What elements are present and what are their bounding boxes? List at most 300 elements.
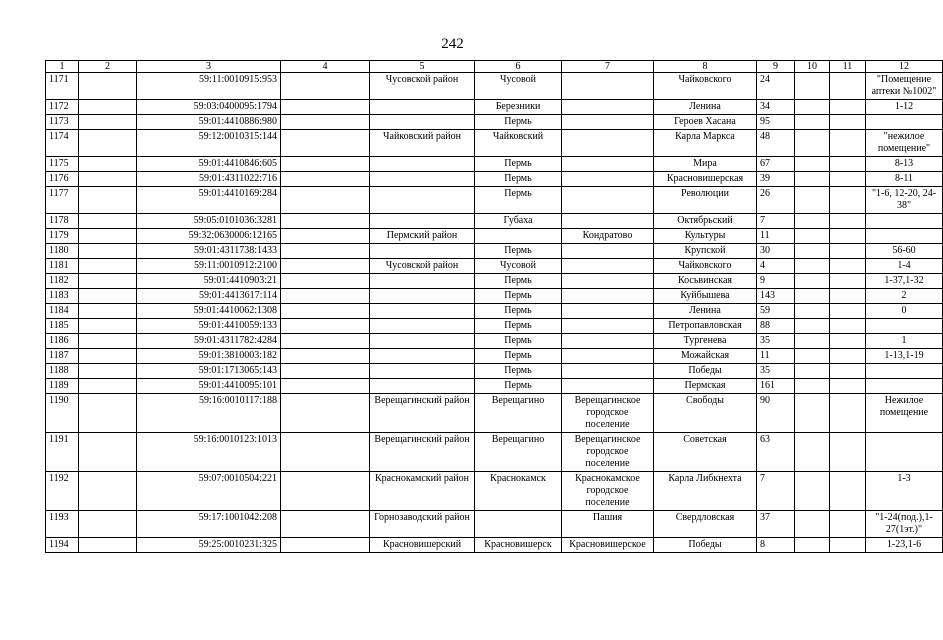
table-cell-col-1: 1173	[46, 115, 79, 130]
table-cell-col-11	[830, 274, 866, 289]
column-header-2: 2	[79, 61, 137, 73]
table-cell-col-4	[281, 511, 370, 538]
table-cell-col-12: 56-60	[866, 244, 943, 259]
table-cell-col-6: Пермь	[475, 334, 562, 349]
table-cell-col-10	[795, 115, 830, 130]
table-cell-col-8: Культуры	[654, 229, 757, 244]
table-cell-col-12: "1-6, 12-20, 24-38"	[866, 187, 943, 214]
table-cell-col-10	[795, 214, 830, 229]
column-header-11: 11	[830, 61, 866, 73]
table-cell-col-4	[281, 259, 370, 274]
table-cell-col-12: 1-4	[866, 259, 943, 274]
table-cell-col-12: 1-12	[866, 100, 943, 115]
table-cell-col-6: Верещагино	[475, 394, 562, 433]
table-cell-col-12: 2	[866, 289, 943, 304]
table-row	[46, 304, 943, 319]
table-cell-col-1: 1175	[46, 157, 79, 172]
table-cell-col-5	[370, 100, 475, 115]
table-cell-col-2	[79, 472, 137, 511]
table-cell-col-6: Красновишерск	[475, 538, 562, 553]
table-cell-col-3: 59:01:3810003:182	[137, 349, 281, 364]
table-cell-col-6: Пермь	[475, 115, 562, 130]
table-cell-col-7	[562, 172, 654, 187]
table-row	[46, 157, 943, 172]
header-row	[46, 61, 943, 73]
column-header-1: 1	[46, 61, 79, 73]
table-cell-col-10	[795, 100, 830, 115]
table-cell-col-7: Кондратово	[562, 229, 654, 244]
table-cell-col-3: 59:01:1713065:143	[137, 364, 281, 379]
table-cell-col-12	[866, 229, 943, 244]
table-cell-col-6: Пермь	[475, 304, 562, 319]
column-header-12: 12	[866, 61, 943, 73]
table-cell-col-4	[281, 394, 370, 433]
table-cell-col-8: Красновишерская	[654, 172, 757, 187]
table-cell-col-11	[830, 394, 866, 433]
table-cell-col-9: 95	[757, 115, 795, 130]
table-cell-col-3: 59:01:4311022:716	[137, 172, 281, 187]
table-cell-col-12	[866, 319, 943, 334]
table-cell-col-7	[562, 244, 654, 259]
table-cell-col-1: 1184	[46, 304, 79, 319]
table-cell-col-2	[79, 349, 137, 364]
table-cell-col-9: 4	[757, 259, 795, 274]
table-cell-col-7	[562, 100, 654, 115]
table-cell-col-5: Пермский район	[370, 229, 475, 244]
table-cell-col-4	[281, 172, 370, 187]
table-cell-col-8: Пермская	[654, 379, 757, 394]
table-cell-col-6: Пермь	[475, 379, 562, 394]
table-cell-col-9: 35	[757, 334, 795, 349]
table-row	[46, 244, 943, 259]
table-cell-col-2	[79, 259, 137, 274]
table-cell-col-7	[562, 115, 654, 130]
table-cell-col-6	[475, 229, 562, 244]
table-cell-col-10	[795, 349, 830, 364]
table-cell-col-11	[830, 472, 866, 511]
table-cell-col-10	[795, 304, 830, 319]
table-row	[46, 511, 943, 538]
table-cell-col-8: Чайковского	[654, 73, 757, 100]
table-cell-col-11	[830, 511, 866, 538]
table-cell-col-5: Чусовской район	[370, 259, 475, 274]
table-cell-col-1: 1189	[46, 379, 79, 394]
table-cell-col-4	[281, 157, 370, 172]
table-cell-col-3: 59:01:4311738:1433	[137, 244, 281, 259]
table-cell-col-11	[830, 157, 866, 172]
table-cell-col-3: 59:01:4410059:133	[137, 319, 281, 334]
table-cell-col-2	[79, 274, 137, 289]
table-cell-col-11	[830, 100, 866, 115]
table-row	[46, 334, 943, 349]
table-cell-col-7: Краснокамское городское поселение	[562, 472, 654, 511]
table-cell-col-7	[562, 259, 654, 274]
table-cell-col-7: Верещагинское городское поселение	[562, 433, 654, 472]
table-cell-col-6: Пермь	[475, 157, 562, 172]
table-cell-col-2	[79, 115, 137, 130]
table-cell-col-4	[281, 379, 370, 394]
table-cell-col-2	[79, 319, 137, 334]
table-cell-col-7	[562, 304, 654, 319]
table-cell-col-9: 9	[757, 274, 795, 289]
table-cell-col-3: 59:01:4410062:1308	[137, 304, 281, 319]
table-cell-col-3: 59:01:4410846:605	[137, 157, 281, 172]
table-cell-col-7	[562, 214, 654, 229]
table-cell-col-10	[795, 364, 830, 379]
table-cell-col-3: 59:11:0010915:953	[137, 73, 281, 100]
table-cell-col-12	[866, 115, 943, 130]
table-cell-col-11	[830, 433, 866, 472]
table-cell-col-11	[830, 289, 866, 304]
table-cell-col-8: Петропавловская	[654, 319, 757, 334]
table-cell-col-12: 1	[866, 334, 943, 349]
table-row	[46, 115, 943, 130]
table-cell-col-1: 1188	[46, 364, 79, 379]
table-cell-col-5	[370, 379, 475, 394]
table-cell-col-9: 59	[757, 304, 795, 319]
table-row	[46, 433, 943, 472]
table-cell-col-2	[79, 379, 137, 394]
table-cell-col-9: 39	[757, 172, 795, 187]
table-cell-col-4	[281, 289, 370, 304]
table-cell-col-7: Красновишерское	[562, 538, 654, 553]
column-header-3: 3	[137, 61, 281, 73]
table-cell-col-9: 63	[757, 433, 795, 472]
table-cell-col-5	[370, 349, 475, 364]
table-cell-col-8: Октябрьский	[654, 214, 757, 229]
table-cell-col-1: 1187	[46, 349, 79, 364]
table-cell-col-7	[562, 319, 654, 334]
table-cell-col-4	[281, 304, 370, 319]
table-cell-col-11	[830, 172, 866, 187]
table-cell-col-4	[281, 472, 370, 511]
table-cell-col-8: Ленина	[654, 304, 757, 319]
table-row	[46, 319, 943, 334]
table-cell-col-2	[79, 304, 137, 319]
table-cell-col-4	[281, 73, 370, 100]
table-cell-col-6: Пермь	[475, 364, 562, 379]
table-cell-col-7	[562, 187, 654, 214]
table-cell-col-6: Пермь	[475, 319, 562, 334]
table-cell-col-3: 59:01:4413617:114	[137, 289, 281, 304]
table-row	[46, 289, 943, 304]
table-cell-col-1: 1172	[46, 100, 79, 115]
table-cell-col-10	[795, 274, 830, 289]
table-cell-col-7	[562, 379, 654, 394]
table-cell-col-6: Пермь	[475, 187, 562, 214]
table-cell-col-9: 90	[757, 394, 795, 433]
table-row	[46, 379, 943, 394]
table-cell-col-8: Победы	[654, 538, 757, 553]
table-cell-col-6: Пермь	[475, 172, 562, 187]
table-cell-col-3: 59:01:4410886:980	[137, 115, 281, 130]
table-cell-col-5	[370, 274, 475, 289]
table-cell-col-6: Верещагино	[475, 433, 562, 472]
table-cell-col-6: Пермь	[475, 289, 562, 304]
table-cell-col-7	[562, 130, 654, 157]
table-cell-col-2	[79, 130, 137, 157]
table-cell-col-10	[795, 73, 830, 100]
table-cell-col-9: 30	[757, 244, 795, 259]
table-cell-col-12	[866, 364, 943, 379]
table-cell-col-8: Советская	[654, 433, 757, 472]
table-cell-col-1: 1182	[46, 274, 79, 289]
table-cell-col-11	[830, 538, 866, 553]
table-cell-col-11	[830, 229, 866, 244]
table-cell-col-9: 11	[757, 229, 795, 244]
table-cell-col-7: Пашия	[562, 511, 654, 538]
column-header-8: 8	[654, 61, 757, 73]
table-cell-col-9: 26	[757, 187, 795, 214]
table-cell-col-5: Чайковский район	[370, 130, 475, 157]
table-cell-col-4	[281, 229, 370, 244]
table-cell-col-11	[830, 304, 866, 319]
table-cell-col-1: 1194	[46, 538, 79, 553]
column-header-10: 10	[795, 61, 830, 73]
table-cell-col-8: Победы	[654, 364, 757, 379]
table-cell-col-4	[281, 130, 370, 157]
table-cell-col-3: 59:12:0010315:144	[137, 130, 281, 157]
table-cell-col-8: Куйбышева	[654, 289, 757, 304]
table-row	[46, 100, 943, 115]
table-cell-col-9: 34	[757, 100, 795, 115]
table-cell-col-4	[281, 538, 370, 553]
table-cell-col-10	[795, 229, 830, 244]
table-cell-col-7	[562, 349, 654, 364]
table-row	[46, 472, 943, 511]
table-cell-col-10	[795, 334, 830, 349]
table-cell-col-10	[795, 244, 830, 259]
table-cell-col-6: Чайковский	[475, 130, 562, 157]
table-row	[46, 187, 943, 214]
table-row	[46, 274, 943, 289]
table-cell-col-1: 1191	[46, 433, 79, 472]
table-cell-col-9: 24	[757, 73, 795, 100]
table-cell-col-10	[795, 433, 830, 472]
table-cell-col-12	[866, 379, 943, 394]
table-cell-col-7: Верещагинское городское поселение	[562, 394, 654, 433]
table-cell-col-5	[370, 214, 475, 229]
table-cell-col-7	[562, 334, 654, 349]
table-cell-col-11	[830, 214, 866, 229]
table-cell-col-11	[830, 244, 866, 259]
table-cell-col-2	[79, 433, 137, 472]
table-cell-col-1: 1190	[46, 394, 79, 433]
column-header-9: 9	[757, 61, 795, 73]
table-cell-col-5	[370, 115, 475, 130]
table-cell-col-3: 59:01:4410169:284	[137, 187, 281, 214]
table-cell-col-11	[830, 364, 866, 379]
table-cell-col-11	[830, 319, 866, 334]
table-cell-col-3: 59:07:0010504:221	[137, 472, 281, 511]
table-cell-col-3: 59:01:4311782:4284	[137, 334, 281, 349]
table-cell-col-2	[79, 244, 137, 259]
table-cell-col-8: Революции	[654, 187, 757, 214]
table-cell-col-3: 59:17:1001042:208	[137, 511, 281, 538]
table-cell-col-12: 1-37,1-32	[866, 274, 943, 289]
table-cell-col-10	[795, 511, 830, 538]
table-cell-col-9: 37	[757, 511, 795, 538]
table-row	[46, 538, 943, 553]
table-cell-col-6	[475, 511, 562, 538]
table-row	[46, 394, 943, 433]
table-cell-col-2	[79, 538, 137, 553]
table-cell-col-9: 7	[757, 472, 795, 511]
column-header-4: 4	[281, 61, 370, 73]
table-cell-col-7	[562, 364, 654, 379]
table-cell-col-7	[562, 274, 654, 289]
table-cell-col-11	[830, 73, 866, 100]
table-cell-col-6: Краснокамск	[475, 472, 562, 511]
table-cell-col-5	[370, 244, 475, 259]
table-cell-col-12: "нежилое помещение"	[866, 130, 943, 157]
table-cell-col-8: Свердловская	[654, 511, 757, 538]
table-cell-col-3: 59:05:0101036:3281	[137, 214, 281, 229]
table-cell-col-8: Ленина	[654, 100, 757, 115]
table-cell-col-5	[370, 157, 475, 172]
column-header-7: 7	[562, 61, 654, 73]
table-cell-col-3: 59:11:0010912:2100	[137, 259, 281, 274]
table-cell-col-12	[866, 433, 943, 472]
table-cell-col-1: 1185	[46, 319, 79, 334]
table-row	[46, 172, 943, 187]
table-cell-col-9: 11	[757, 349, 795, 364]
table-cell-col-5: Краснокамский район	[370, 472, 475, 511]
table-cell-col-6: Пермь	[475, 349, 562, 364]
table-cell-col-3: 59:16:0010123:1013	[137, 433, 281, 472]
table-cell-col-4	[281, 115, 370, 130]
table-cell-col-11	[830, 334, 866, 349]
table-cell-col-8: Крупской	[654, 244, 757, 259]
table-cell-col-4	[281, 244, 370, 259]
table-cell-col-1: 1177	[46, 187, 79, 214]
table-row	[46, 73, 943, 100]
table-cell-col-12: 8-13	[866, 157, 943, 172]
table-cell-col-12: 1-23,1-6	[866, 538, 943, 553]
table-cell-col-6: Березники	[475, 100, 562, 115]
table-body	[46, 73, 943, 553]
table-cell-col-5	[370, 289, 475, 304]
table-cell-col-6: Чусовой	[475, 259, 562, 274]
table-cell-col-3: 59:16:0010117:188	[137, 394, 281, 433]
table-cell-col-9: 67	[757, 157, 795, 172]
table-cell-col-12: 0	[866, 304, 943, 319]
table-cell-col-10	[795, 379, 830, 394]
table-row	[46, 130, 943, 157]
table-cell-col-2	[79, 394, 137, 433]
table-cell-col-4	[281, 334, 370, 349]
table-cell-col-5: Верещагинский район	[370, 394, 475, 433]
table-cell-col-5	[370, 304, 475, 319]
table-cell-col-4	[281, 214, 370, 229]
table-cell-col-8: Тургенева	[654, 334, 757, 349]
table-cell-col-11	[830, 187, 866, 214]
table-cell-col-1: 1179	[46, 229, 79, 244]
table-cell-col-9: 143	[757, 289, 795, 304]
table-cell-col-1: 1186	[46, 334, 79, 349]
page-number: 242	[441, 36, 464, 52]
table-cell-col-2	[79, 214, 137, 229]
property-registry-table	[45, 60, 943, 553]
table-cell-col-12: "Помещение аптеки №1002"	[866, 73, 943, 100]
table-cell-col-3: 59:25:0010231:325	[137, 538, 281, 553]
table-cell-col-5: Чусовской район	[370, 73, 475, 100]
table-cell-col-6: Губаха	[475, 214, 562, 229]
table-cell-col-7	[562, 157, 654, 172]
table-cell-col-8: Героев Хасана	[654, 115, 757, 130]
table-cell-col-4	[281, 319, 370, 334]
table-cell-col-12	[866, 214, 943, 229]
table-cell-col-10	[795, 130, 830, 157]
table-cell-col-4	[281, 274, 370, 289]
table-cell-col-10	[795, 289, 830, 304]
table-cell-col-5	[370, 172, 475, 187]
table-cell-col-2	[79, 172, 137, 187]
table-cell-col-10	[795, 157, 830, 172]
table-cell-col-10	[795, 319, 830, 334]
table-cell-col-1: 1180	[46, 244, 79, 259]
table-cell-col-4	[281, 364, 370, 379]
table-cell-col-1: 1171	[46, 73, 79, 100]
table-cell-col-9: 7	[757, 214, 795, 229]
table-row	[46, 349, 943, 364]
table-cell-col-3: 59:01:4410095:101	[137, 379, 281, 394]
table-cell-col-2	[79, 334, 137, 349]
table-cell-col-8: Чайковского	[654, 259, 757, 274]
table-cell-col-1: 1181	[46, 259, 79, 274]
table-cell-col-11	[830, 379, 866, 394]
table-cell-col-11	[830, 259, 866, 274]
table-row	[46, 259, 943, 274]
table-cell-col-4	[281, 187, 370, 214]
table-cell-col-10	[795, 538, 830, 553]
table-cell-col-10	[795, 472, 830, 511]
table-cell-col-8: Мира	[654, 157, 757, 172]
table-cell-col-12: 8-11	[866, 172, 943, 187]
table-cell-col-5	[370, 319, 475, 334]
table-cell-col-2	[79, 187, 137, 214]
table-cell-col-5: Горнозаводский район	[370, 511, 475, 538]
table-cell-col-9: 8	[757, 538, 795, 553]
table-cell-col-11	[830, 115, 866, 130]
table-cell-col-1: 1192	[46, 472, 79, 511]
table-cell-col-1: 1178	[46, 214, 79, 229]
table-cell-col-7	[562, 73, 654, 100]
table-row	[46, 364, 943, 379]
table-cell-col-11	[830, 349, 866, 364]
column-header-5: 5	[370, 61, 475, 73]
table-cell-col-6: Пермь	[475, 274, 562, 289]
table-cell-col-1: 1193	[46, 511, 79, 538]
table-cell-col-2	[79, 157, 137, 172]
table-cell-col-8: Свободы	[654, 394, 757, 433]
column-header-6: 6	[475, 61, 562, 73]
table-cell-col-6: Чусовой	[475, 73, 562, 100]
table-cell-col-10	[795, 394, 830, 433]
table-cell-col-4	[281, 433, 370, 472]
table-cell-col-2	[79, 73, 137, 100]
table-cell-col-3: 59:03:0400095:1794	[137, 100, 281, 115]
table-cell-col-8: Карла Либкнехта	[654, 472, 757, 511]
table-cell-col-1: 1174	[46, 130, 79, 157]
table-cell-col-12: 1-13,1-19	[866, 349, 943, 364]
table-cell-col-9: 35	[757, 364, 795, 379]
table-cell-col-4	[281, 349, 370, 364]
table-cell-col-10	[795, 187, 830, 214]
table-cell-col-11	[830, 130, 866, 157]
table-cell-col-3: 59:32:0630006:12165	[137, 229, 281, 244]
table-cell-col-8: Можайская	[654, 349, 757, 364]
